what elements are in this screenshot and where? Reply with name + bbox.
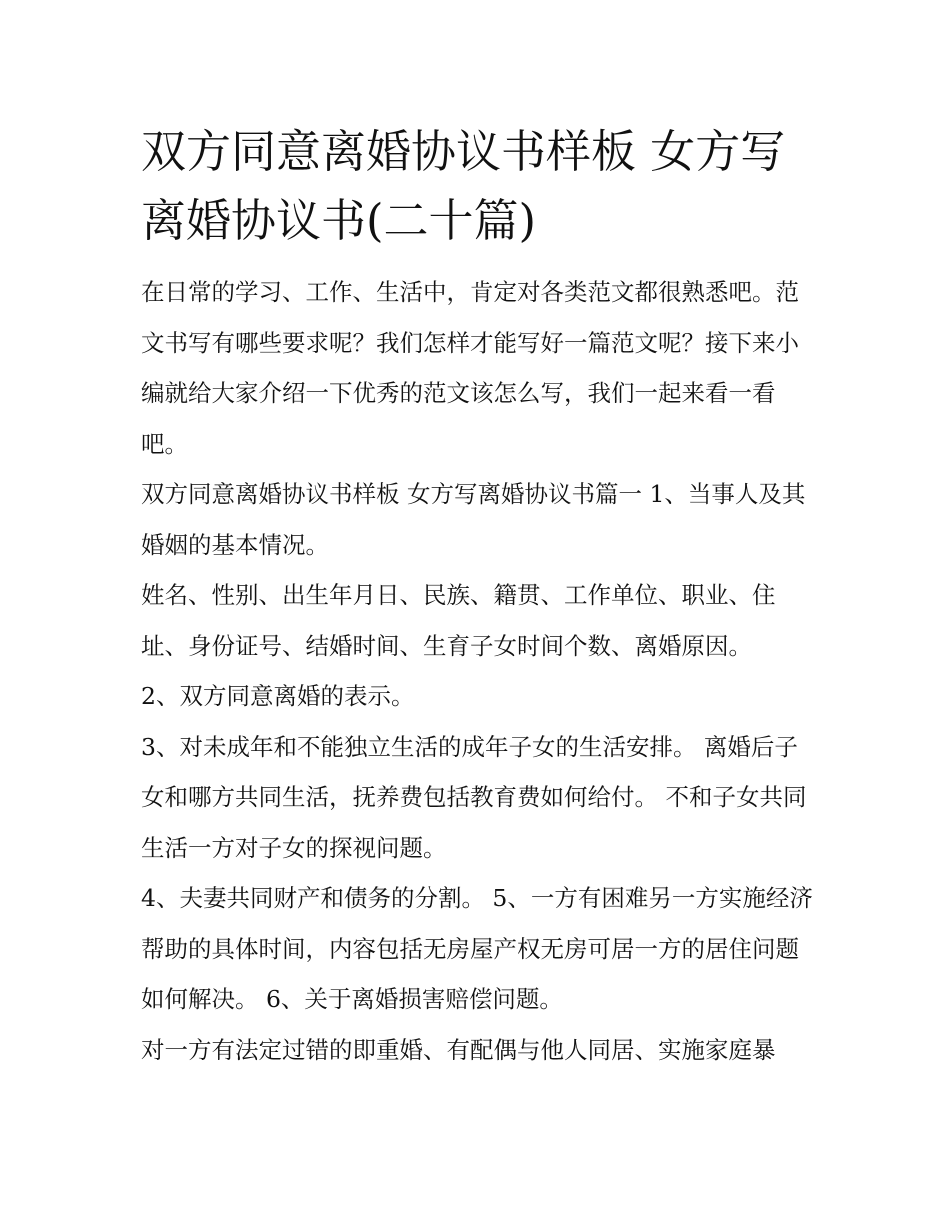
property-debt-paragraph: 4、夫妻共同财产和债务的分割。 5、一方有困难另一方实施经济帮助的具体时间，内容包括无房屋产权无房可居一方的居住问题如何解决。 6、关于离婚损害赔偿问题。 [141, 884, 813, 1013]
document-body [141, 267, 813, 1075]
section-heading-paragraph: 双方同意离婚协议书样板 女方写离婚协议书篇一 1、当事人及其婚姻的基本情况。 [141, 480, 806, 559]
basic-info-paragraph: 姓名、性别、出生年月日、民族、籍贯、工作单位、职业、住址、身份证号、结婚时间、生育子女时间个数、离婚原因。 [141, 581, 776, 660]
document-title: 双方同意离婚协议书样板 女方写离婚协议书(二十篇) [141, 125, 786, 247]
document-content [141, 117, 813, 1075]
children-arrangement-paragraph: 3、对未成年和不能独立生活的成年子女的生活安排。 离婚后子女和哪方共同生活，抚养费包括教育费如何给付。 不和子女共同生活一方对子女的探视问题。 [141, 732, 807, 862]
consent-paragraph: 2、双方同意离婚的表示。 [141, 682, 415, 710]
intro-paragraph: 在日常的学习、工作、生活中，肯定对各类范文都很熟悉吧。范文书写有哪些要求呢？我们怎样才能写好一篇范文呢？接下来小编就给大家介绍一下优秀的范文该怎么写，我们一起来看一看吧。 [141, 278, 799, 458]
fault-paragraph: 对一方有法定过错的即重婚、有配偶与他人同居、实施家庭暴 [141, 1035, 776, 1064]
